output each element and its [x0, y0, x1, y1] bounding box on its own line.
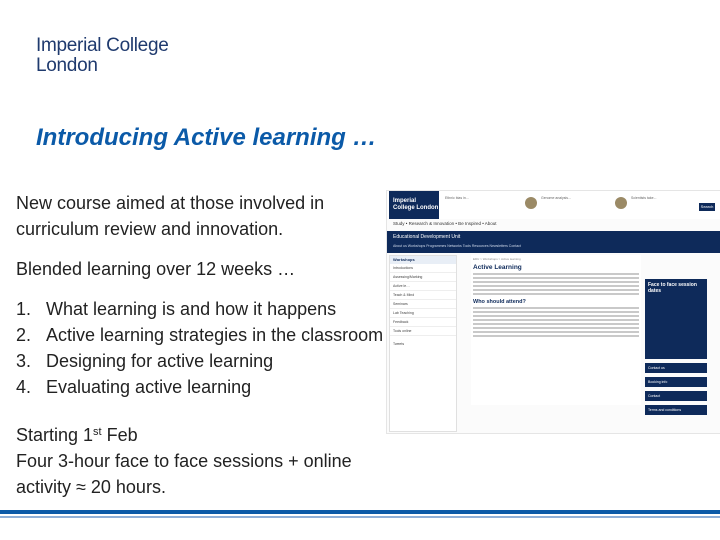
- section-title: Educational Development Unit: [393, 234, 461, 240]
- starting-prefix: Starting 1: [16, 425, 94, 445]
- list-text: Evaluating active learning: [46, 377, 252, 397]
- list-item: [16, 348, 386, 374]
- card-heading: Face to face session dates: [648, 282, 697, 294]
- list-item: [16, 296, 386, 322]
- sidebar-item[interactable]: Tools online: [390, 327, 456, 336]
- footer-bar: [0, 510, 720, 514]
- site-header: [387, 191, 720, 219]
- news-thumbnail: [615, 197, 627, 209]
- list-item: [16, 322, 386, 348]
- contact-us-button[interactable]: Contact us: [645, 363, 707, 373]
- sidebar-item[interactable]: Lab Teaching: [390, 309, 456, 318]
- blended-text: Blended learning over 12 weeks …: [16, 259, 296, 279]
- section-banner: [387, 231, 720, 253]
- news-item[interactable]: Scientists take...: [631, 196, 657, 200]
- sidebar-item[interactable]: Feedback: [390, 318, 456, 327]
- slide-body: [16, 190, 386, 500]
- news-item[interactable]: Genome analysis...: [541, 196, 571, 200]
- list-number: 4.: [16, 377, 32, 397]
- site-sidebar: [389, 255, 457, 432]
- session-dates-card: [645, 279, 707, 359]
- contact-button[interactable]: Contact: [645, 391, 707, 401]
- tweets-heading: Tweets: [393, 342, 405, 346]
- sessions-text: Four 3-hour face to face sessions + online activity ≈ 20 hours.: [16, 451, 352, 497]
- page-heading: Active Learning: [473, 264, 522, 271]
- breadcrumb[interactable]: EDU > Workshops > Active learning: [473, 257, 521, 261]
- imperial-college-logo: [36, 36, 169, 76]
- starting-suffix: Feb: [101, 425, 138, 445]
- slide-title: Introducing Active learning …: [36, 124, 377, 151]
- news-thumbnail: [525, 197, 537, 209]
- starting-text: [16, 422, 386, 448]
- site-nav-links[interactable]: Study • Research & Innovation • Be Inspired • About: [393, 221, 497, 226]
- site-nav: [387, 221, 720, 229]
- sidebar-heading: Workshops: [390, 256, 456, 264]
- page-content: [471, 255, 641, 405]
- sidebar-item[interactable]: Teach & Mind: [390, 291, 456, 300]
- starting-superscript: st: [93, 426, 102, 438]
- logo-line-2: London: [36, 55, 98, 76]
- sidebar-item[interactable]: Active le…: [390, 282, 456, 291]
- website-screenshot: [386, 190, 720, 434]
- list-item: [16, 374, 386, 400]
- booking-info-button[interactable]: Booking info: [645, 377, 707, 387]
- list-number: 3.: [16, 351, 32, 371]
- intro-text: New course aimed at those involved in curriculum review and innovation.: [16, 193, 325, 239]
- logo-line-1: Imperial College: [36, 35, 169, 56]
- section-links[interactable]: About us Workshops Programmes Networks Tools Resources Newsletters Contact: [393, 244, 521, 248]
- site-search-button[interactable]: Search: [700, 204, 714, 209]
- list-number: 2.: [16, 325, 32, 345]
- list-text: Active learning strategies in the classroom: [46, 325, 384, 345]
- terms-button[interactable]: Terms and conditions: [645, 405, 707, 415]
- list-text: What learning is and how it happens: [46, 299, 337, 319]
- list-text: Designing for active learning: [46, 351, 274, 371]
- sidebar-item[interactable]: Assessing/Marking: [390, 273, 456, 282]
- footer-line: [0, 516, 720, 518]
- sidebar-item[interactable]: Seminars: [390, 300, 456, 309]
- who-heading: Who should attend?: [473, 299, 526, 305]
- list-number: 1.: [16, 299, 32, 319]
- news-item[interactable]: Ethnic bias in...: [445, 196, 469, 200]
- topics-list: [16, 296, 386, 400]
- sidebar-item[interactable]: Introductions: [390, 264, 456, 273]
- site-logo: Imperial College London: [389, 191, 439, 219]
